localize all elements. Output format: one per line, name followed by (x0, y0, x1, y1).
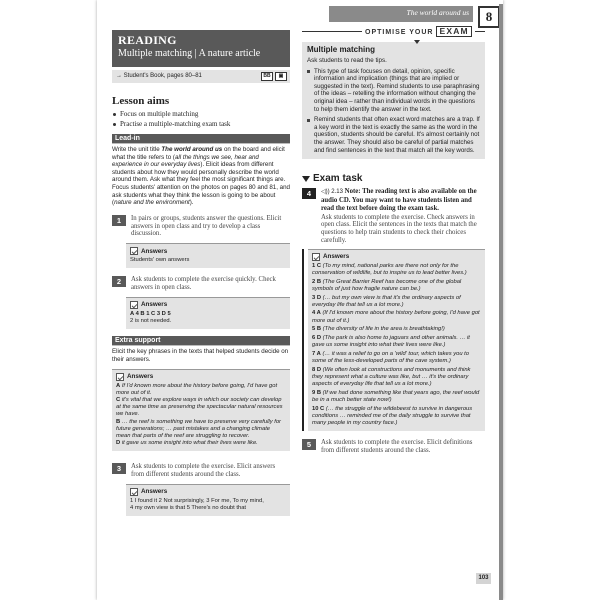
answer-line: 10 C (… the struggle of the wildebeest to survive in dangerous conditions … reminded me of the daily struggle to survive that many people in my country face.) (312, 405, 473, 427)
lesson-aims-title: Lesson aims (112, 95, 170, 107)
reading-title: READING (118, 33, 177, 47)
triangle-down-icon (302, 176, 310, 182)
exam-task-title: Exam task (302, 173, 485, 184)
step-3 (112, 463, 290, 479)
answers-icon (130, 488, 138, 496)
screen-icon: ▣ (275, 72, 287, 81)
reading-subtitle: Multiple matching | A nature article (118, 48, 261, 59)
answers-box-4: Answers 1 C (To my mind, national parks are there not only for the conservation of wildlife, but to inspire us to lead better lives.) 2 B (The Great Barrier Reef has become one of the global symbols of just how fragile nature can be.) 3 D (… but my own view is that it's the ordinary aspects of everyday life that tell us a lot more.) 4 A (If I'd known more about the history before going, I'd have got more out of it.) 5 B (The diversity of life in the area is breathtaking!) 6 D (The park is also home to jaguars and other animals. … it gave us some insight into what their lives were like.) 7 A (… it was a relief to go on a 'wild' tour, which takes you to some of the less-developed parts of the cave system.) 8 D (We often look at constructions and monuments and think they represent what a culture was like, but … it's the ordinary aspects of everyday life that tell us a lot more.) 9 B (If we had done something like that years ago, the reef would be in a much better state now!) 10 C (… the struggle of the wildebeest to survive in dangerous conditions … reminded me of the daily struggle to survive that many people in my country face.) (308, 249, 485, 432)
answer-line: 6 D (The park is also home to jaguars and other animals. … it gave us some insight into what their lives were like.) (312, 335, 470, 349)
answers-box-1: Answers Students' own answers (126, 243, 290, 268)
step-number: 1 (112, 215, 126, 226)
left-column (112, 30, 290, 516)
answer-line: C it's vital that we explore ways in which our society can develop at the same time as preserving the spectacular natural resources we have. (116, 396, 283, 418)
students-book-text: → Student's Book, pages 80–81 (116, 73, 202, 79)
step-text: Ask students to complete the exercise. Elicit answers from different students around the class. (131, 463, 276, 479)
step4-note: ◁)) 2.13 Note: The reading text is also available on the audio CD. You may want to have students listen and read the text before doing the exam task. (321, 188, 477, 212)
answer-line: 2 B (The Great Barrier Reef has become one of the global symbols of just how fragile nature can be.) (312, 278, 462, 292)
extra-support-text: Elicit the key phrases in the texts that helped students decide on their answers. (112, 348, 289, 363)
answer-line: 9 B (If we had done something like that years ago, the reef would be in a much better state now!) (312, 389, 480, 404)
answer-line: A If I'd known more about the history before going, I'd have got more out of it. (116, 382, 278, 396)
step-number: 4 (302, 188, 316, 199)
answers-box-3: Answers 1 I found it 2 Not surprisingly, 3 For me, To my mind, 4 my own view is that 5 There's no doubt that (126, 484, 290, 516)
page-edge-strip (499, 4, 503, 600)
answer-line: D it gave us some insight into what their lives were like. (116, 440, 258, 447)
pointer-triangle-icon (414, 40, 420, 44)
answers-bar-4 (302, 249, 485, 432)
audio-icon: ◁)) 2.13 (321, 189, 343, 196)
answers-icon (130, 301, 138, 309)
answer-line: 7 A (… it was a relief to go on a 'wild' tour, which takes you to some of the less-developed parts of the cave system.) (312, 350, 469, 365)
answer-line: 4 A (If I'd known more about the history before going, I'd have got more out of it.) (312, 310, 480, 324)
mm-intro: Ask students to read the tips. (307, 57, 387, 64)
step-text: Ask students to complete the exercise quickly. Check answers in open class. (131, 276, 276, 292)
bb-icon: BB (261, 72, 273, 81)
book-page (97, 0, 503, 600)
lead-in-label: Lead-in (112, 134, 290, 144)
answers-icon (312, 253, 320, 261)
unit-title: The world around us (406, 8, 469, 17)
optimise-label: OPTIMISE YOUR (365, 29, 434, 36)
reading-header (112, 30, 290, 67)
mm-tip: Remind students that often exact word matches are a trap. If a key word in the text is exactly the same as the word in the question, students should be careful. It's almost certainly not the answer. They should also be careful of partial matches and find sentences in the text that match all the key words. (307, 116, 480, 154)
step-number: 5 (302, 439, 316, 450)
answers-icon (116, 373, 124, 381)
lesson-aim: Practise a multiple-matching exam task (112, 120, 290, 130)
unit-header (97, 2, 503, 24)
answers-box-extra: Answers A If I'd known more about the history before going, I'd have got more out of it. C it's vital that we explore ways in which our society can develop at the same time as preserving the spectacular natural resources we have. B … the reef is something we have to preserve very carefully for future generations; … past mistakes and a changing climate mean that parts of the reef are struggling to recover. D it gave us some insight into what their lives were like. (112, 369, 290, 452)
step-text: Ask students to complete the exercise. Elicit definitions from different students around the class. (321, 439, 473, 455)
mm-tip: This type of task focuses on detail, opinion, specific information and implication (things that are implied or suggested in the text). Remind students to use paraphrasing of the ideas – retelling the information without changing the original idea – rather than individual words in the questions to help them identify the answer in the text. (307, 68, 480, 114)
step-number: 3 (112, 463, 126, 474)
mm-title: Multiple matching (307, 45, 375, 54)
lesson-aim: Focus on multiple matching (112, 110, 290, 120)
answer-line: 1 C (To my mind, national parks are there not only for the conservation of wildlife, but to inspire us to lead better lives.) (312, 262, 467, 276)
step-1 (112, 215, 290, 238)
answers-icon (130, 247, 138, 255)
step-4 (302, 188, 485, 245)
optimise-exam-box (302, 42, 485, 159)
page-number: 103 (476, 573, 491, 584)
answer-line: 8 D (We often look at constructions and monuments and think they represent what a culture was like, but … it's the ordinary aspects of everyday life that tell us a lot more.) (312, 366, 471, 388)
step-text: In pairs or groups, students answer the questions. Elicit answers in open class and try to develop a class discussion. (131, 214, 282, 238)
optimise-exam-header (302, 26, 485, 46)
extra-support-label: Extra support (112, 336, 290, 346)
lesson-aims-list (112, 110, 290, 129)
students-book-ref (112, 70, 290, 83)
unit-number: 8 (478, 6, 500, 28)
step-number: 2 (112, 276, 126, 287)
answer-line: 3 D (… but my own view is that it's the ordinary aspects of everyday life that tell us a lot more.) (312, 294, 461, 308)
step-5 (302, 439, 485, 455)
right-column (302, 26, 485, 455)
answers-box-2: Answers A 4 B 1 C 3 D 5 2 is not needed. (126, 297, 290, 329)
answer-line: 5 B (The diversity of life in the area is breathtaking!) (312, 326, 445, 333)
lead-in-text: Write the unit title The world around us on the board and elicit what the title refers to (all the things we see, hear and experience in our everyday lives). Elicit ideas from different students about how they would personally describe the world around them. Ask what they feel the most significant things are. Focus students' attention on the photos on pages 80 and 81, and ask students what they think the lesson is going to be about (nature and the environment). (112, 146, 291, 207)
answer-line: B … the reef is something we have to preserve very carefully for future generations; … past mistakes and a changing climate mean that parts of the reef are struggling to recover. (116, 418, 281, 439)
step-text: Ask students to complete the exercise. Check answers in open class. Elicit the sentences in the texts that match the questions to help train students to check their choices carefully. (321, 213, 477, 244)
unit-title-strip (329, 6, 473, 22)
exam-word: EXAM (436, 26, 471, 37)
step-2 (112, 276, 290, 292)
